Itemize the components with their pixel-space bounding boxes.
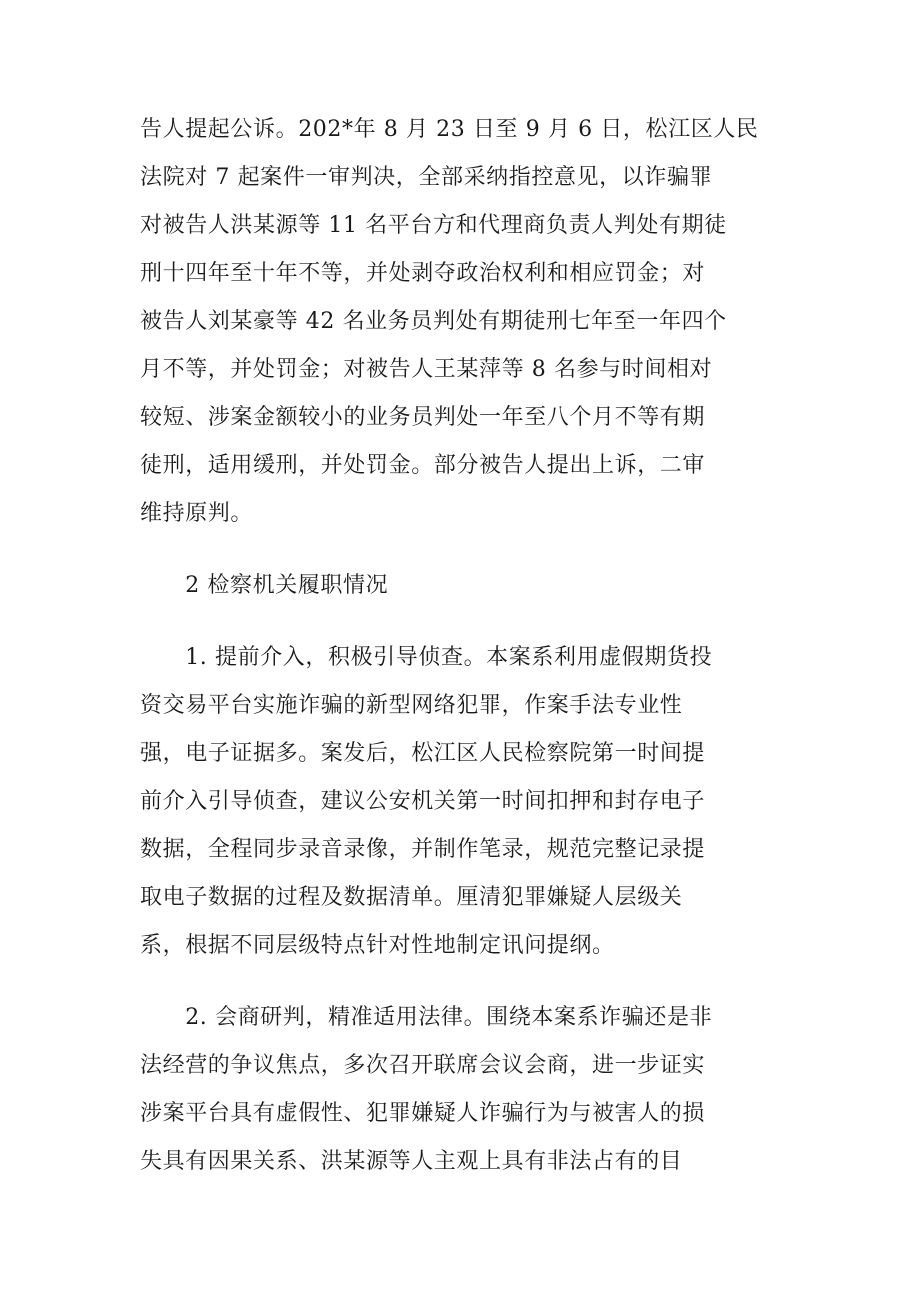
text-line: 资交易平台实施诈骗的新型网络犯罪，作案手法专业性 xyxy=(140,693,683,718)
text-line: 刑十四年至十年不等，并处剥夺政治权利和相应罚金；对 xyxy=(140,261,706,286)
text-line: 系，根据不同层级特点针对性地制定讯问提纲。 xyxy=(140,933,615,958)
section-heading-text: 2 检察机关履职情况 xyxy=(140,573,389,598)
text-line: 涉案平台具有虚假性、犯罪嫌疑人诈骗行为与被害人的损 xyxy=(140,1101,706,1126)
text-line: 法经营的争议焦点，多次召开联席会议会商，进一步证实 xyxy=(140,1053,706,1078)
text-line: 被告人刘某豪等 42 名业务员判处有期徒刑七年至一年四个 xyxy=(140,309,727,334)
text-line: 失具有因果关系、洪某源等人主观上具有非法占有的目 xyxy=(140,1149,683,1174)
text-line: 月不等，并处罚金；对被告人王某萍等 8 名参与时间相对 xyxy=(140,357,713,382)
paragraph-gap xyxy=(140,970,780,994)
text-line: 维持原判。 xyxy=(140,501,254,526)
text-line: 强，电子证据多。案发后，松江区人民检察院第一时间提 xyxy=(140,741,706,766)
text-line: 前介入引导侦查，建议公安机关第一时间扣押和封存电子 xyxy=(140,789,706,814)
text-line: 2. 会商研判，精准适用法律。围绕本案系诈骗还是非 xyxy=(140,1005,713,1030)
paragraph-gap xyxy=(140,538,780,562)
paragraph-verdict xyxy=(140,106,780,538)
text-line: 取电子数据的过程及数据清单。厘清犯罪嫌疑人层级关 xyxy=(140,885,683,910)
paragraph-early-intervention xyxy=(140,634,780,970)
text-line: 告人提起公诉。202*年 8 月 23 日至 9 月 6 日，松江区人民 xyxy=(140,117,759,142)
text-line: 1. 提前介入，积极引导侦查。本案系利用虚假期货投 xyxy=(140,645,713,670)
paragraph-consultation xyxy=(140,994,780,1186)
text-line: 较短、涉案金额较小的业务员判处一年至八个月不等有期 xyxy=(140,405,706,430)
paragraph-gap xyxy=(140,610,780,634)
text-line: 对被告人洪某源等 11 名平台方和代理商负责人判处有期徒 xyxy=(140,213,727,238)
text-line: 数据，全程同步录音录像，并制作笔录，规范完整记录提 xyxy=(140,837,706,862)
text-line: 法院对 7 起案件一审判决，全部采纳指控意见，以诈骗罪 xyxy=(140,165,713,190)
document-body xyxy=(140,106,780,1186)
section-heading xyxy=(140,562,780,610)
text-line: 徒刑，适用缓刑，并处罚金。部分被告人提出上诉，二审 xyxy=(140,453,706,478)
